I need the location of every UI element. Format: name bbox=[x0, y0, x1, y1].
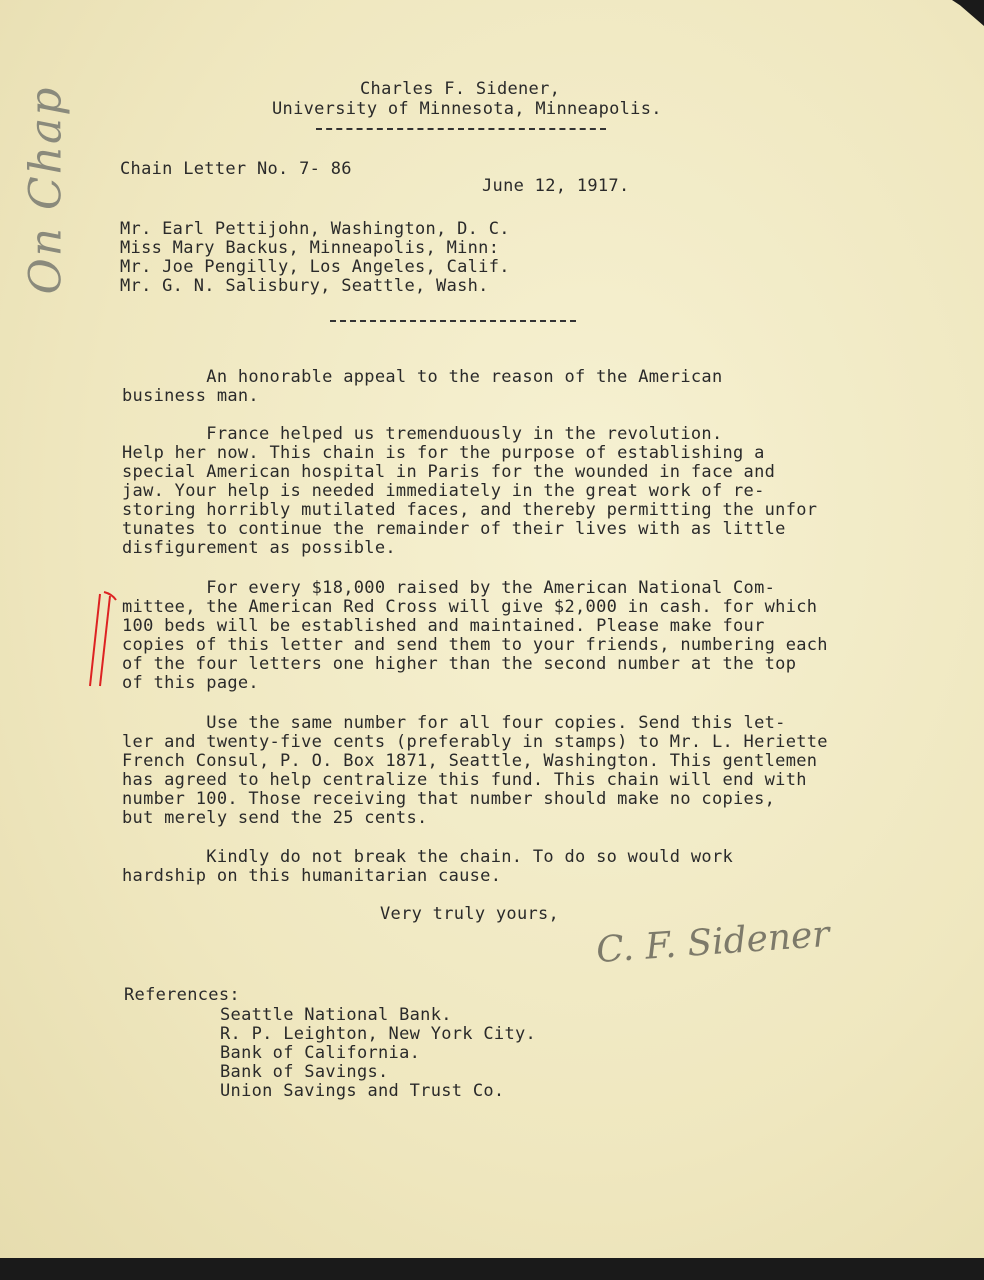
body-line: France helped us tremenduously in the revolution. bbox=[122, 424, 723, 444]
body-line: copies of this letter and send them to your friends, numbering each bbox=[122, 635, 828, 655]
body-line: jaw. Your help is needed immediately in the great work of re- bbox=[122, 481, 765, 501]
letterhead-name: Charles F. Sidener, bbox=[360, 79, 561, 99]
body-line: ler and twenty-five cents (preferably in stamps) to Mr. L. Heriette bbox=[122, 732, 828, 752]
torn-corner bbox=[944, 0, 984, 26]
recipient: Mr. Joe Pengilly, Los Angeles, Calif. bbox=[120, 257, 510, 277]
body-line: For every $18,000 raised by the American National Com- bbox=[122, 578, 776, 598]
body-line: mittee, the American Red Cross will give $2,000 in cash. for which bbox=[122, 597, 818, 617]
body-line: An honorable appeal to the reason of the American bbox=[122, 367, 723, 387]
body-line: disfigurement as possible. bbox=[122, 538, 396, 558]
letter-date: June 12, 1917. bbox=[482, 176, 630, 196]
body-line: but merely send the 25 cents. bbox=[122, 808, 428, 828]
body-line: number 100. Those receiving that number should make no copies, bbox=[122, 789, 776, 809]
body-line: French Consul, P. O. Box 1871, Seattle, Washington. This gentlemen bbox=[122, 751, 818, 771]
handwritten-margin-note bbox=[6, 70, 86, 310]
body-line: of the four letters one higher than the second number at the top bbox=[122, 654, 797, 674]
letterhead-institution: University of Minnesota, Minneapolis. bbox=[272, 99, 662, 119]
reference-item: Union Savings and Trust Co. bbox=[220, 1081, 505, 1101]
references-label: References: bbox=[124, 985, 240, 1005]
recipient: Miss Mary Backus, Minneapolis, Minn: bbox=[120, 238, 500, 258]
body-line: tunates to continue the remainder of their lives with as little bbox=[122, 519, 786, 539]
signature: C. F. Sidener bbox=[594, 913, 831, 972]
body-line: Help her now. This chain is for the purpose of establishing a bbox=[122, 443, 765, 463]
reference-item: Seattle National Bank. bbox=[220, 1005, 452, 1025]
chain-letter-number: Chain Letter No. 7- 86 bbox=[120, 159, 352, 179]
body-line: Use the same number for all four copies. Send this let- bbox=[122, 713, 786, 733]
recipient: Mr. G. N. Salisbury, Seattle, Wash. bbox=[120, 276, 489, 296]
handwritten-note-text: On Chap bbox=[20, 85, 72, 295]
body-line: 100 beds will be established and maintained. Please make four bbox=[122, 616, 765, 636]
body-line: special American hospital in Paris for the wounded in face and bbox=[122, 462, 776, 482]
body-line: has agreed to help centralize this fund. This chain will end with bbox=[122, 770, 807, 790]
body-line: hardship on this humanitarian cause. bbox=[122, 866, 502, 886]
recipient: Mr. Earl Pettijohn, Washington, D. C. bbox=[120, 219, 510, 239]
body-line: Kindly do not break the chain. To do so would work bbox=[122, 847, 734, 867]
reference-item: Bank of California. bbox=[220, 1043, 421, 1063]
scan-border bbox=[0, 1258, 984, 1280]
reference-item: R. P. Leighton, New York City. bbox=[220, 1024, 537, 1044]
red-margin-mark bbox=[80, 590, 120, 690]
letterhead-divider bbox=[316, 128, 606, 130]
body-line: business man. bbox=[122, 386, 259, 406]
closing: Very truly yours, bbox=[380, 904, 560, 924]
body-line: storing horribly mutilated faces, and thereby permitting the unfor bbox=[122, 500, 818, 520]
reference-item: Bank of Savings. bbox=[220, 1062, 389, 1082]
body-line: of this page. bbox=[122, 673, 259, 693]
recipients-divider bbox=[330, 320, 576, 322]
